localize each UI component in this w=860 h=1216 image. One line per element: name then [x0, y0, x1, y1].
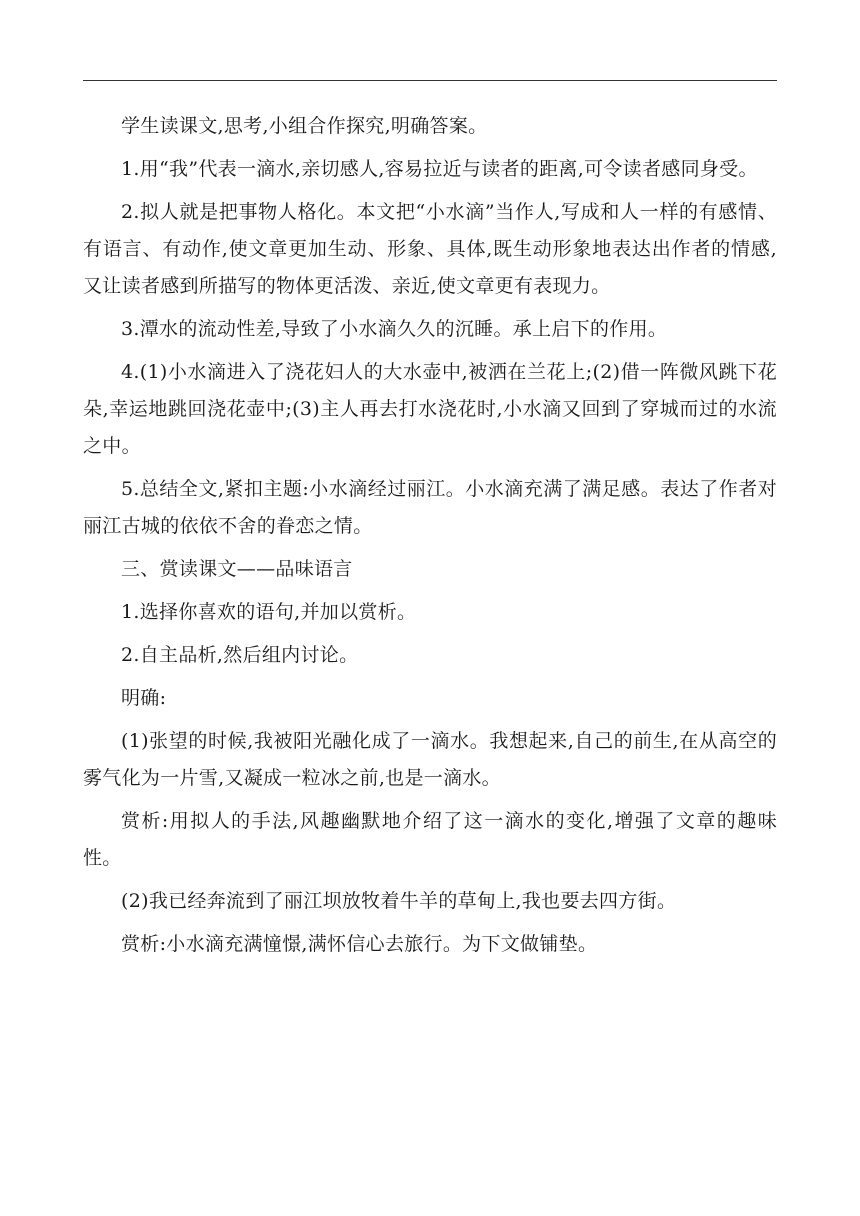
paragraph-answer-1: 1.用“我”代表一滴水,亲切感人,容易拉近与读者的距离,可令读者感同身受。: [121, 158, 758, 180]
paragraph-analysis-2: 赏析:小水滴充满憧憬,满怀信心去旅行。为下文做铺垫。: [121, 933, 598, 955]
paragraph-task-2: 2.自主品析,然后组内讨论。: [121, 644, 359, 666]
paragraph-answer-2: 2.拟人就是把事物人格化。本文把“小水滴”当作人,写成和人一样的有感情、有语言、有动作,使文章更加生动、形象、具体,既生动形象地表达出作者的情感,又让读者感到所描写的物体更活泼、亲近,使文章更有表现力。: [83, 201, 777, 297]
section-heading: 三、赏读课文——品味语言: [121, 558, 353, 580]
paragraph-task-1: 1.选择你喜欢的语句,并加以赏析。: [121, 601, 417, 623]
paragraph-quote-2: (2)我已经奔流到了丽江坝放牧着牛羊的草甸上,我也要去四方街。: [121, 890, 677, 912]
paragraph-answer-4: 4.(1)小水滴进入了浇花妇人的大水壶中,被洒在兰花上;(2)借一阵微风跳下花朵,幸运地跳回浇花壶中;(3)主人再去打水浇花时,小水滴又回到了穿城而过的水流之中。: [83, 361, 777, 457]
paragraph-answer-5: 5.总结全文,紧扣主题:小水滴经过丽江。小水滴充满了满足感。表达了作者对丽江古城的依依不舍的眷恋之情。: [83, 478, 777, 537]
paragraph-analysis-1: 赏析:用拟人的手法,风趣幽默地介绍了这一滴水的变化,增强了文章的趣味性。: [83, 810, 777, 869]
header-rule: [83, 80, 777, 81]
paragraph-quote-1: (1)张望的时候,我被阳光融化成了一滴水。我想起来,自己的前生,在从高空的雾气化为一片雪,又凝成一粒冰之前,也是一滴水。: [83, 730, 777, 789]
paragraph-intro: 学生读课文,思考,小组合作探究,明确答案。: [121, 115, 488, 137]
paragraph-answer-3: 3.潭水的流动性差,导致了小水滴久久的沉睡。承上启下的作用。: [121, 318, 668, 340]
document-body: [83, 108, 777, 969]
paragraph-clarify-label: 明确:: [121, 687, 167, 709]
